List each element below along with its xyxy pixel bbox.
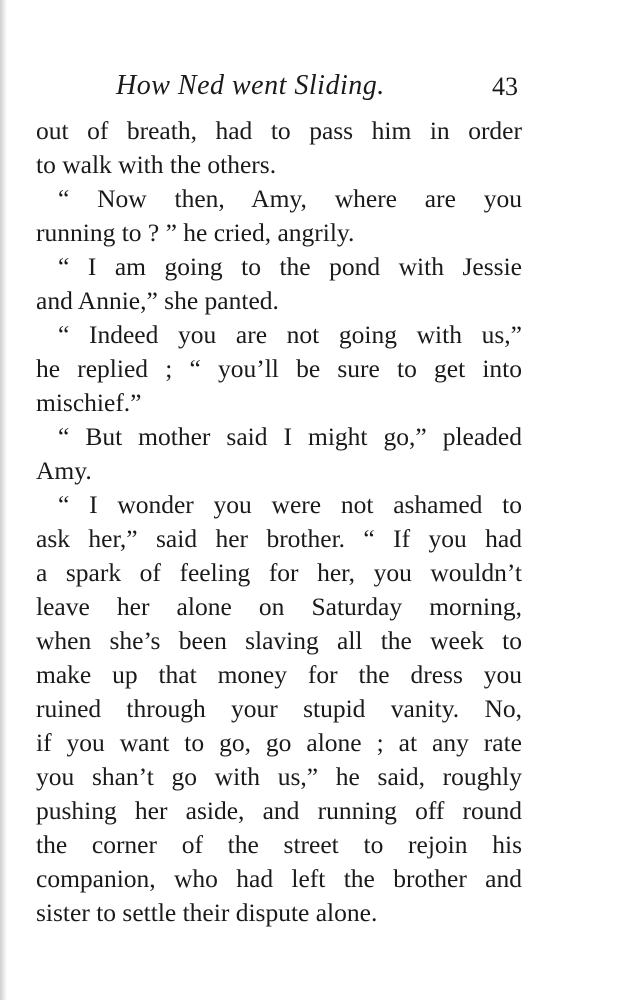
text-line: companion, who had left the brother and	[36, 864, 522, 893]
page-number: 43	[492, 72, 518, 101]
text-line: a spark of feeling for her, you wouldn’t	[36, 558, 522, 587]
page-edge-shadow	[0, 0, 7, 1000]
text-line: and Annie,” she panted.	[36, 286, 279, 315]
text-line: “ Now then, Amy, where are you	[58, 184, 522, 213]
text-line: Amy.	[36, 456, 92, 485]
text-line: you shan’t go with us,” he said, roughly	[36, 762, 522, 791]
body-text	[36, 114, 522, 930]
text-line: when she’s been slaving all the week to	[36, 626, 522, 655]
text-line: pushing her aside, and running off round	[36, 796, 522, 825]
text-line: out of breath, had to pass him in order	[36, 116, 522, 145]
text-line: “ I am going to the pond with Jessie	[58, 252, 522, 281]
text-line: mischief.”	[36, 388, 142, 417]
text-line: make up that money for the dress you	[36, 660, 522, 689]
text-line: if you want to go, go alone ; at any rate	[36, 728, 522, 757]
page-header	[36, 70, 522, 106]
text-line: he replied ; “ you’ll be sure to get into	[36, 354, 522, 383]
text-line: ruined through your stupid vanity. No,	[36, 694, 522, 723]
text-line: running to ? ” he cried, angrily.	[36, 218, 355, 247]
running-title: How Ned went Sliding.	[116, 70, 385, 101]
text-line: sister to settle their dispute alone.	[36, 898, 378, 927]
text-line: the corner of the street to rejoin his	[36, 830, 522, 859]
text-line: “ I wonder you were not ashamed to	[58, 490, 522, 519]
text-line: leave her alone on Saturday morning,	[36, 592, 522, 621]
text-line: “ But mother said I might go,” pleaded	[58, 422, 522, 451]
text-line: “ Indeed you are not going with us,”	[58, 320, 522, 349]
text-line: ask her,” said her brother. “ If you had	[36, 524, 522, 553]
text-line: to walk with the others.	[36, 150, 277, 179]
